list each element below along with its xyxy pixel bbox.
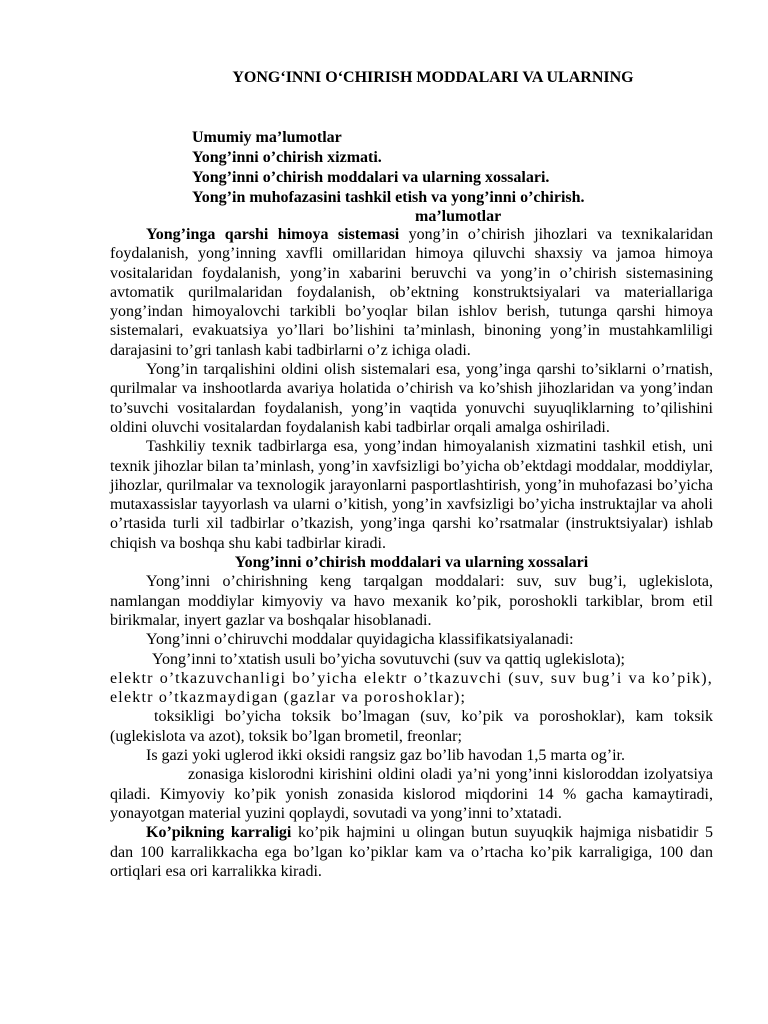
toc-item: Yong’inni o’chirish xizmati. (192, 149, 382, 166)
toc-item: Umumiy ma’lumotlar (192, 129, 342, 146)
paragraph: Tashkiliy texnik tadbirlarga esa, yong’indan himoyalanish xizmatini tashkil etish, uni texnik jihozlar bilan ta’minlash, yong’in xavfsizligi bo’yicha ob’ektdagi moddalar, moddiylar, jihozlar, qurilmalar va texnologik jarayonlarni pasportlashtirish, yong’in muhofazasi bo’yicha mutaxassislar tayyorlash va ularni o’kitish, yong’in xavfsizligi bo’yicha instruktajlar va aholi o’rtasida turli xil tadbirlar o’tkazish, yong’inga qarshi ko’rsatmalar (instruktsiyalar) ishlab chiqish va boshqa shu kabi tadbirlar kiradi. (110, 438, 714, 552)
paragraph: Yong’inni to’xtatish usuli bo’yicha sovutuvchi (suv va qattiq uglekislota); (152, 650, 625, 668)
paragraph: Yong’inni o’chiruvchi moddalar quyidagicha klassifikatsiyalanadi: (146, 631, 574, 649)
table-of-contents (192, 128, 585, 208)
document-title: YONG‘INNI O‘CHIRISH MODDALARI VA ULARNING (232, 69, 634, 86)
toc-continuation: ma’lumotlar (415, 208, 502, 225)
paragraph: zonasiga kislorodni kirishini oldini oladi ya’ni yong’inni kisloroddan izolyatsiya qiladi. Kimyoviy ko’pik yonish zonasida kislorod miqdorini 14 % gacha kamaytiradi, yonayotgan material yuzini qoplaydi, sovutadi va yong’inni to’xtatadi. (110, 766, 713, 822)
toc-item: Yong’in muhofazasini tashkil etish va yong’inni o’chirish. (192, 189, 585, 206)
section-heading: Yong’inni o’chirish moddalari va ularning xossalari (234, 554, 589, 572)
paragraph (110, 225, 713, 360)
paragraph: Yong’inni o’chirishning keng tarqalgan moddalari: suv, suv bug’i, uglekislota, namlangan moddiylar kimyoviy va havo mexanik ko’pik, poroshokli tarkiblar, brom etil birikmalar, inyert gazlar va boshqalar hisoblanadi. (110, 573, 713, 629)
paragraph: elektr o’tkazuvchanligi bo’yicha elektr o’tkazuvchi (suv, suv bug’i va ko’pik), elektr o’tkazmaydigan (gazlar va poroshoklar); (110, 669, 713, 707)
paragraph-lead-term: Ko’pikning karraligi (146, 824, 292, 842)
paragraph: toksikligi bo’yicha toksik bo’lmagan (suv, ko’pik va poroshoklar), kam toksik (uglekislota va azot), toksik bo’lgan brometil, freonlar; (110, 708, 713, 745)
paragraph: Yong’in tarqalishini oldini olish sistemalari esa, yong’inga qarshi to’siklarni o’rnatish, qurilmalar va inshootlarda avariya holatida o’chirish va ko’shish jihozlaridan va yong’indan to’suvchi vositalardan foydalanish, yong’in vaqtida yonuvchi suyuqliklarning to’qilishini oldini oluvchi vositalardan foydalanish kabi tadbirlar orqali amalga oshiriladi. (110, 361, 713, 436)
paragraph (110, 823, 713, 881)
paragraph-text: yong’in o’chirish jihozlari va texnikalaridan foydalanish, yong’inning xavfli omillaridan himoya qiluvchi shaxsiy va jamoa himoya vositalaridan foydalanish, yong’in xabarini beruvchi va yong’in o’chirish sistemasining avtomatik qurilmalaridan foydalanish, ob’ektning konstruktsiyalari va materiallariga yong’indan himoyalovchi tarkibli bo’yoqlar bilan ishlov berish, tutunga qarshi himoya sistemalari, evakuatsiya yo’llari bo’lishini ta’minlash, binoning yong’in mustahkamliligi darajasini to’gri tanlash kabi tadbirlarni o’z ichiga oladi. (110, 226, 713, 359)
paragraph: Is gazi yoki uglerod ikki oksidi rangsiz gaz bo’lib havodan 1,5 marta og’ir. (146, 747, 625, 765)
toc-item: Yong’inni o’chirish moddalari va ularning xossalari. (192, 169, 550, 186)
body-text (110, 225, 713, 881)
paragraph-text: ko’pik hajmini u olingan butun suyuqkik hajmiga nisbatidir 5 dan 100 karralikkacha ega bo’lgan ko’piklar kam va o’rtacha ko’pik karraligiga, 100 dan ortiqlari esa ori karralikka kiradi. (110, 824, 713, 880)
paragraph-lead-term: Yong’inga qarshi himoya sistemasi (146, 226, 400, 243)
